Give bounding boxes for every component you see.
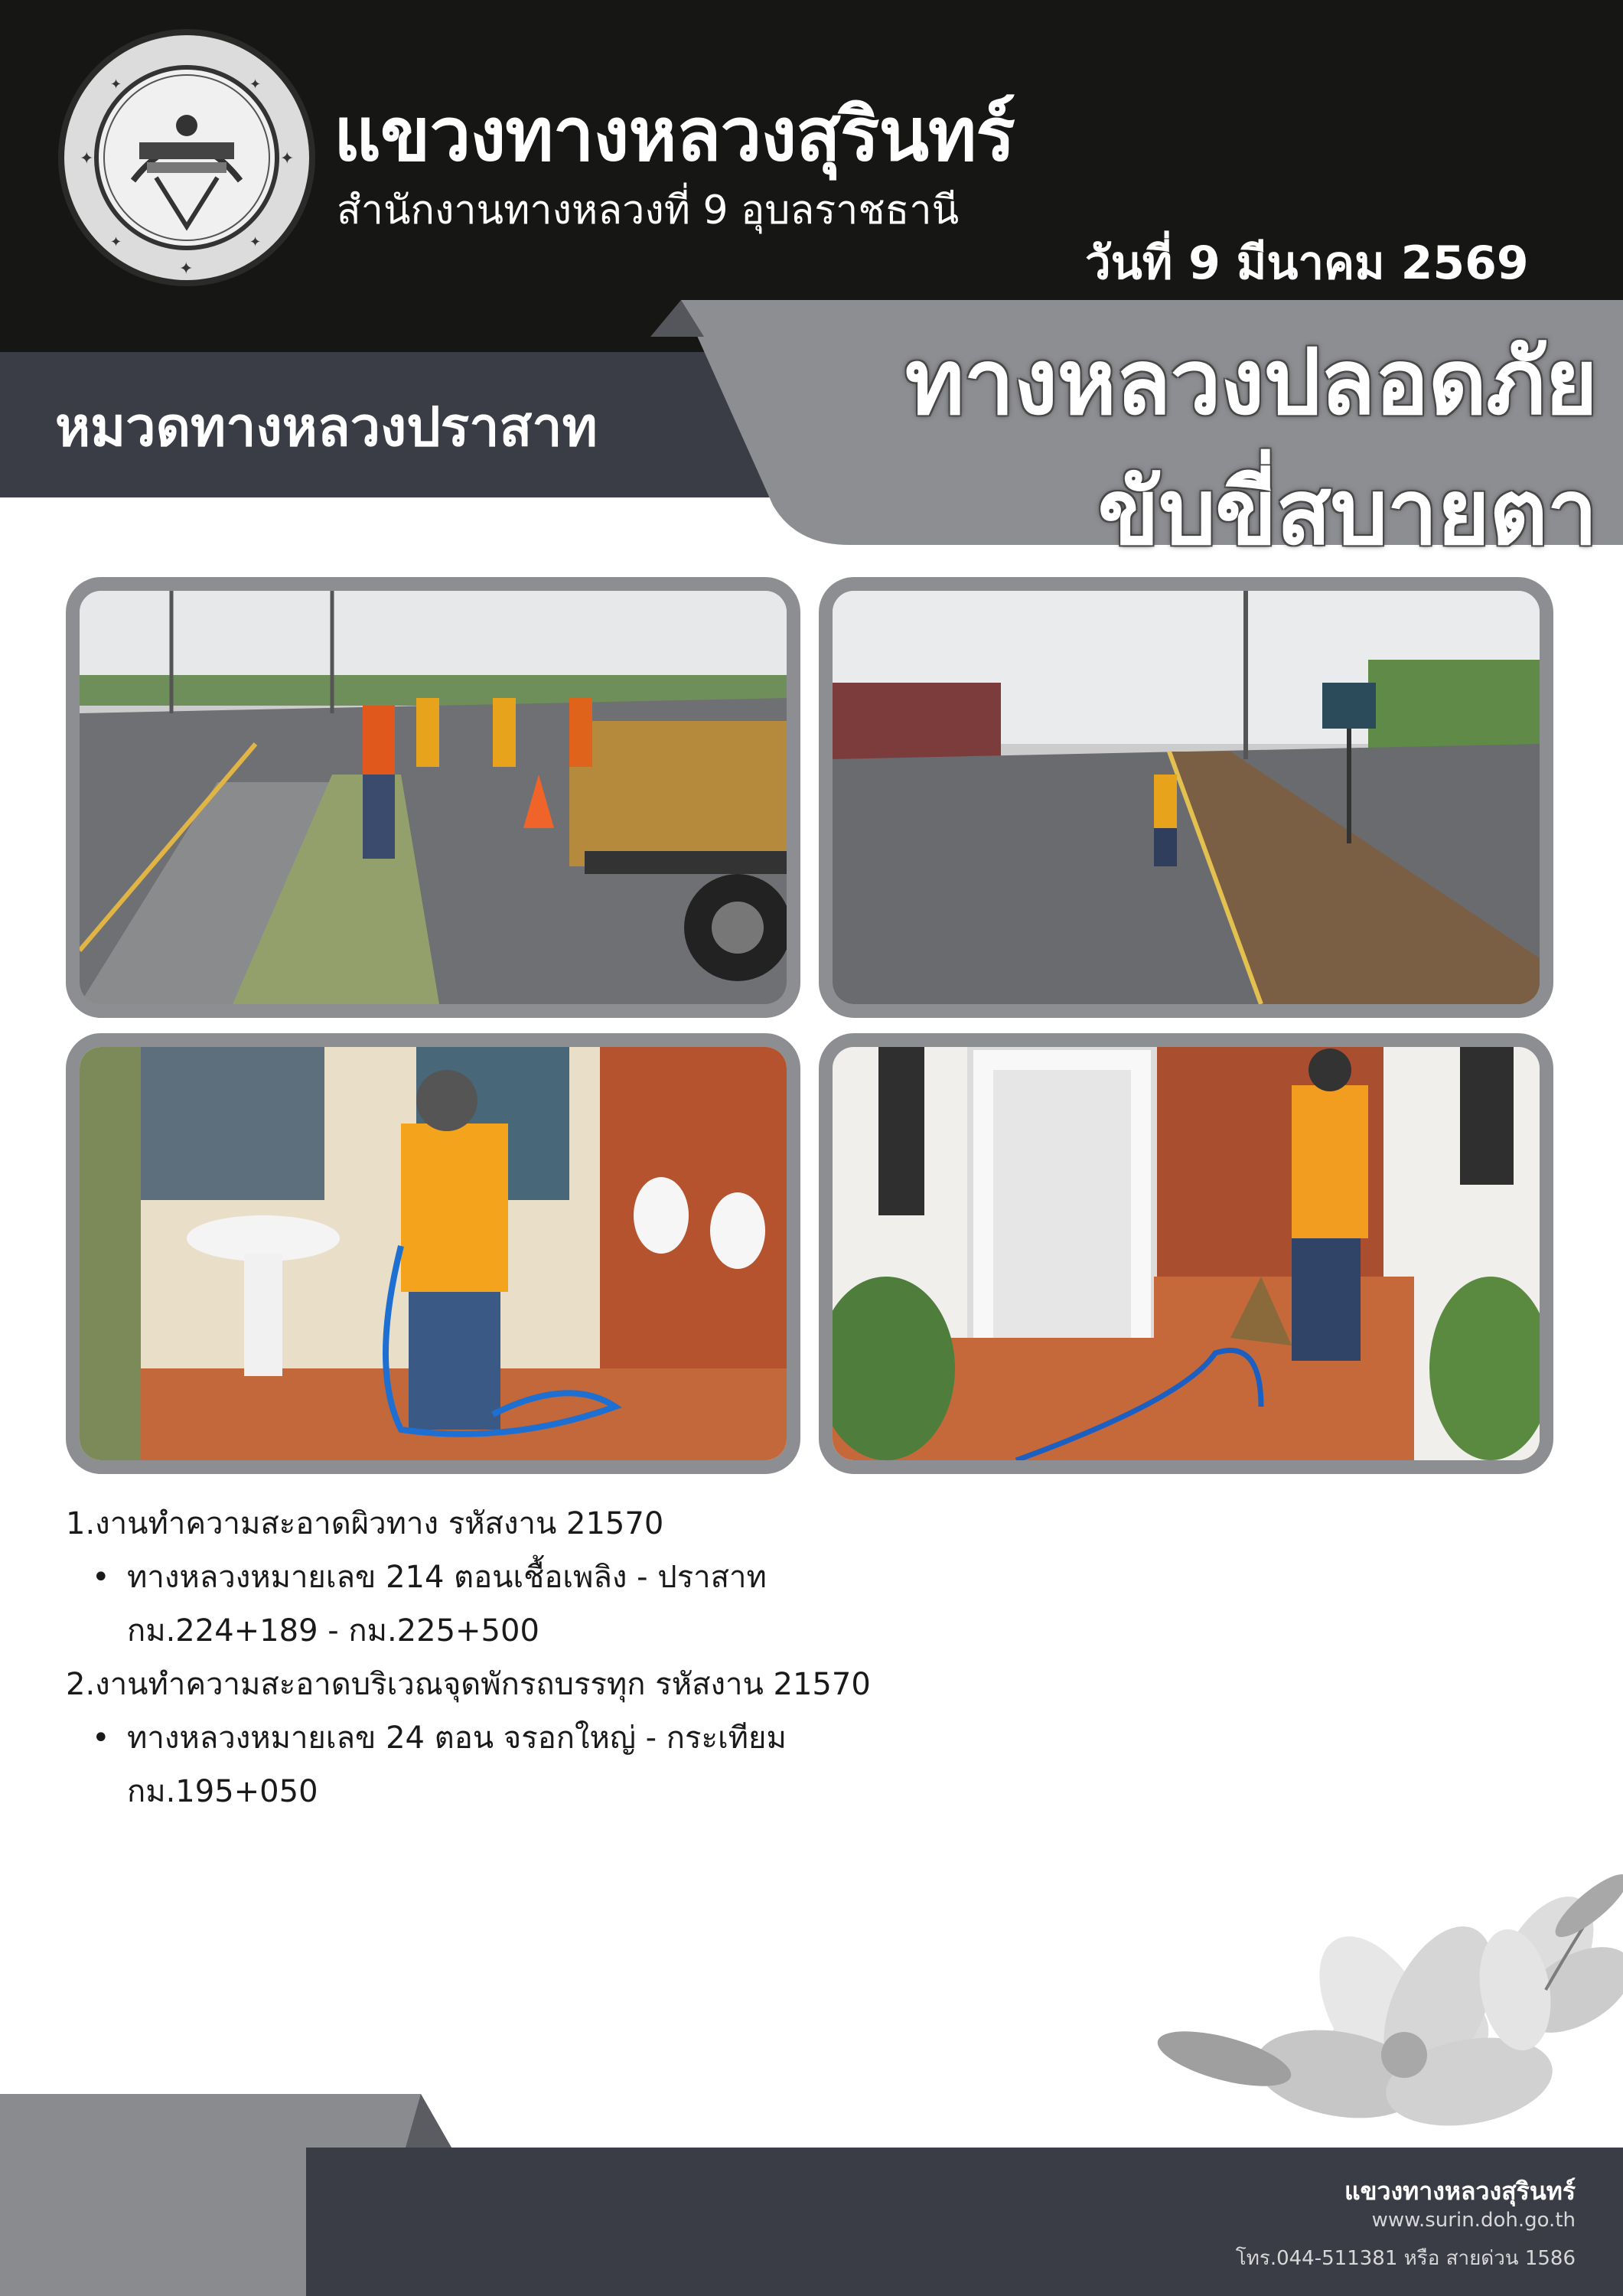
org-title: แขวงทางหลวงสุรินทร์	[334, 92, 1015, 178]
report-date: วันที่ 9 มีนาคม 2569	[1085, 236, 1529, 290]
svg-text:✦: ✦	[249, 77, 262, 93]
org-subtitle: สำนักงานทางหลวงที่ 9 อุบลราชธานี	[337, 188, 960, 233]
photo-road-cleaning-crew	[66, 577, 800, 1018]
slogan-line-1: ทางหลวงปลอดภัย	[904, 329, 1597, 435]
unit-name: หมวดทางหลวงปราสาท	[55, 396, 598, 458]
work-item-1-detail	[92, 1551, 984, 1604]
footer-org-name: แขวงทางหลวงสุรินทร์	[1344, 2177, 1576, 2206]
work-description	[66, 1497, 984, 1818]
photo-worker-washing-restroom	[66, 1033, 800, 1474]
work-item-2-title: 2.งานทำความสะอาดบริเวณจุดพักรถบรรทุก รหัสงาน 21570	[66, 1667, 871, 1702]
bullet-icon: •	[92, 1720, 110, 1756]
svg-text:✦: ✦	[249, 234, 262, 250]
doh-seal-logo	[57, 28, 317, 288]
work-item-1-km: กม.224+189 - กม.225+500	[127, 1613, 539, 1649]
svg-text:✦: ✦	[110, 77, 122, 93]
slogan-line-2: ขับขี่สบายตา	[1097, 459, 1597, 565]
svg-text:✦: ✦	[179, 259, 194, 279]
work-item-1-title: 1.งานทำความสะอาดผิวทาง รหัสงาน 21570	[66, 1506, 664, 1541]
svg-text:✦: ✦	[110, 234, 122, 250]
work-item-2-route: ทางหลวงหมายเลข 24 ตอน จรอกใหญ่ - กระเทียม	[127, 1720, 787, 1756]
work-item-2-km: กม.195+050	[127, 1774, 318, 1809]
svg-text:✦: ✦	[80, 149, 94, 168]
bullet-icon: •	[92, 1560, 110, 1595]
svg-text:✦: ✦	[280, 149, 295, 168]
photo-worker-sweeping-restroom	[819, 1033, 1553, 1474]
footer-phone: โทร.044-511381 หรือ สายด่วน 1586	[1235, 2247, 1576, 2270]
work-item-1-route: ทางหลวงหมายเลข 214 ตอนเชื้อเพลิง - ปราสาท	[127, 1560, 767, 1595]
work-item-2-detail	[92, 1711, 984, 1765]
photo-worker-sweeping-road-shoulder	[819, 577, 1553, 1018]
footer-website: www.surin.doh.go.th	[1371, 2209, 1576, 2232]
